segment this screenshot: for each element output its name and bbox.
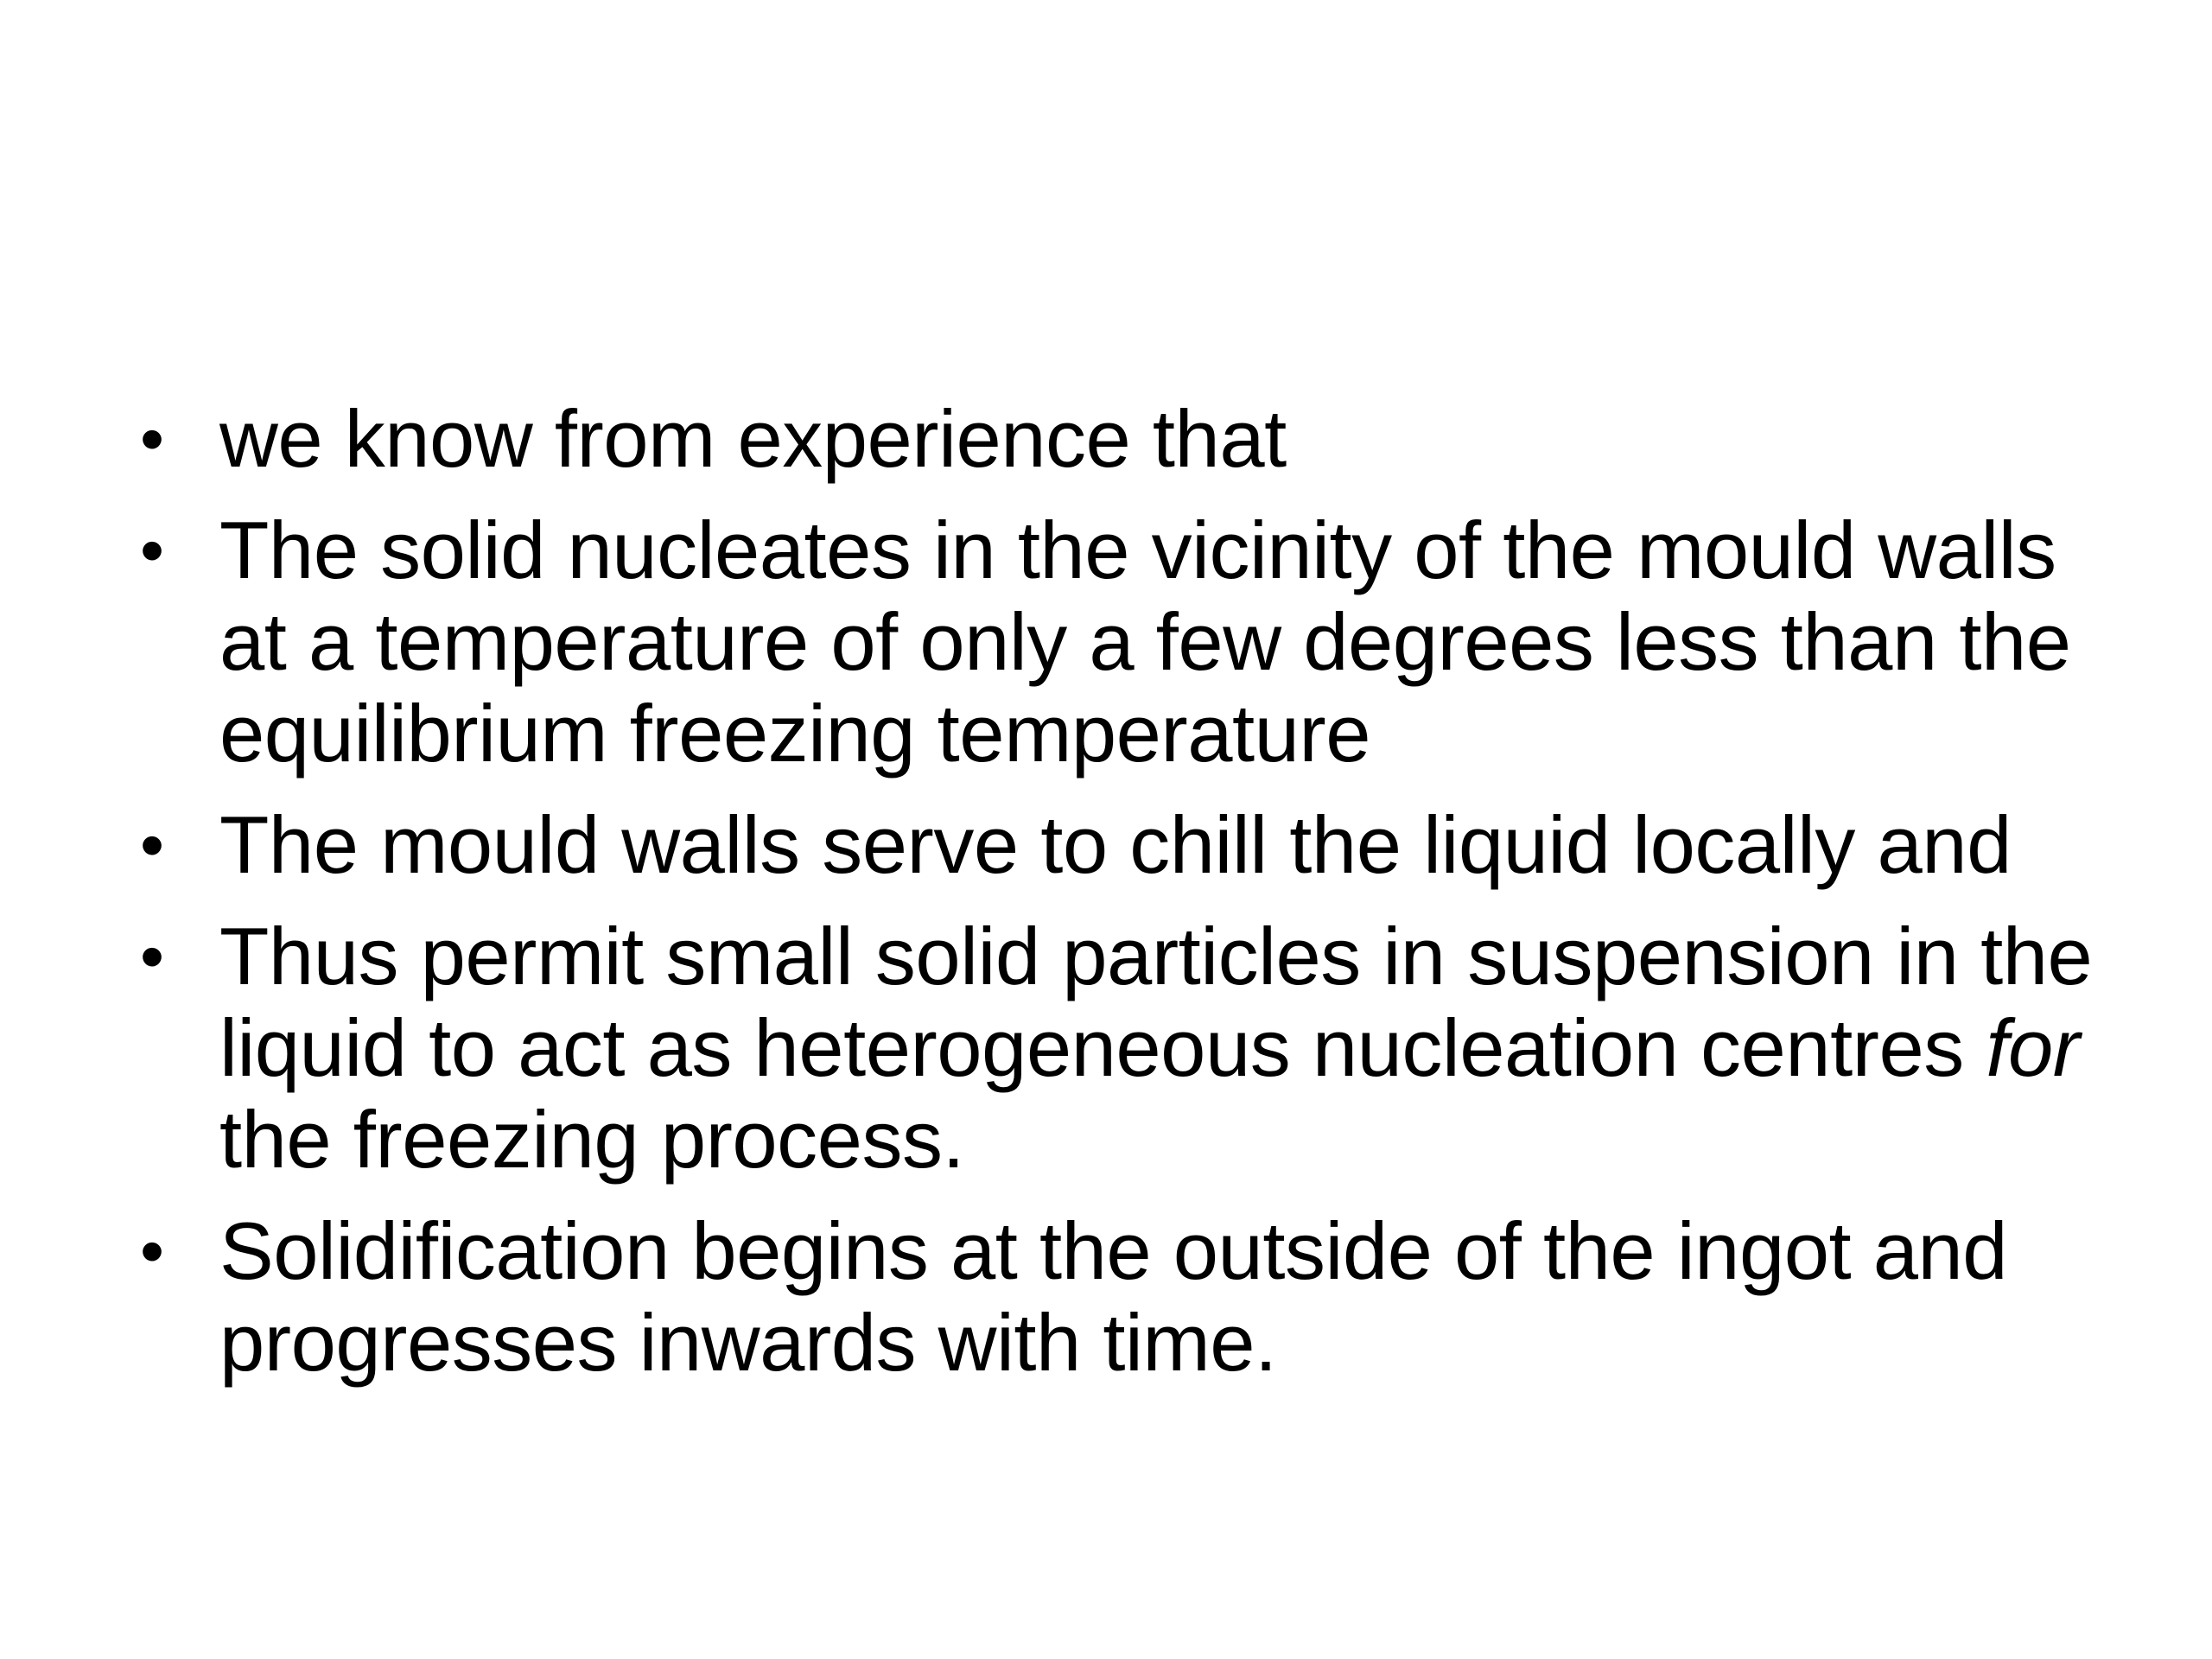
bullet-icon: • — [140, 1212, 164, 1289]
bullet-text — [219, 911, 2092, 1185]
bullet-text-end: the freezing process. — [219, 1094, 965, 1185]
bullet-item-4 — [131, 911, 2119, 1185]
bullet-list — [131, 393, 2119, 1408]
bullet-text-italic: for — [1986, 1002, 2080, 1093]
bullet-text: we know from experience that — [219, 393, 1287, 484]
bullet-icon: • — [140, 512, 164, 588]
bullet-item-1 — [131, 393, 2119, 485]
bullet-icon: • — [140, 918, 164, 995]
bullet-item-3 — [131, 799, 2119, 891]
bullet-item-2 — [131, 505, 2119, 779]
bullet-text: The mould walls serve to chill the liquid locally and — [219, 799, 2012, 890]
bullet-text: Solidification begins at the outside of the ingot and progresses inwards with time. — [219, 1205, 2008, 1388]
bullet-icon: • — [140, 806, 164, 883]
bullet-item-5 — [131, 1205, 2119, 1389]
bullet-text: The solid nucleates in the vicinity of the mould walls at a temperature of only a few degrees less than the equilibrium freezing temperature — [219, 505, 2071, 779]
bullet-text-start: Thus permit small solid particles in suspension in the liquid to act as heterogeneous nucleation centres — [219, 911, 2093, 1093]
bullet-icon: • — [140, 400, 164, 477]
